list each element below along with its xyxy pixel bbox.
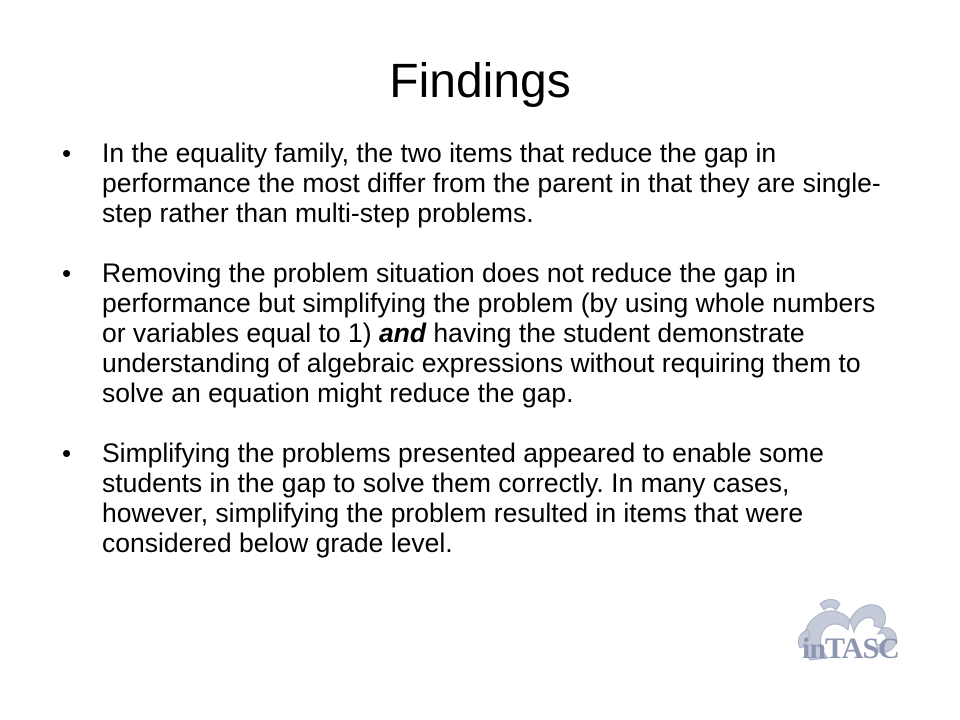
bullet-emphasis: and xyxy=(378,318,427,348)
intasc-logo xyxy=(790,590,910,690)
bullet-marker: • xyxy=(62,258,72,288)
bullet-item xyxy=(62,258,902,408)
bullet-text: Simplifying the problems presented appeared to enable some students in the gap to solve them correctly. In many cases, however, simplifying the problem resulted in items that were considered below grade level. xyxy=(102,438,824,558)
bullet-text: Removing the problem situation does not reduce the gap in performance but simplifying the problem (by using whole numbers or variables equal to 1) xyxy=(102,258,876,348)
bullet-marker: • xyxy=(62,438,72,468)
slide-title: Findings xyxy=(389,55,571,108)
bullet-text: In the equality family, the two items that reduce the gap in performance the most differ from the parent in that they are single-step rather than multi-step problems. xyxy=(102,138,881,228)
bullet-list xyxy=(62,138,902,588)
bullet-marker: • xyxy=(62,138,72,168)
bullet-item xyxy=(62,438,902,558)
bullet-item xyxy=(62,138,902,228)
logo-text: inTASC xyxy=(802,632,899,665)
bullet-text: having the student demonstrate understanding of algebraic expressions without requiring them to solve an equation might reduce the gap. xyxy=(102,318,861,408)
